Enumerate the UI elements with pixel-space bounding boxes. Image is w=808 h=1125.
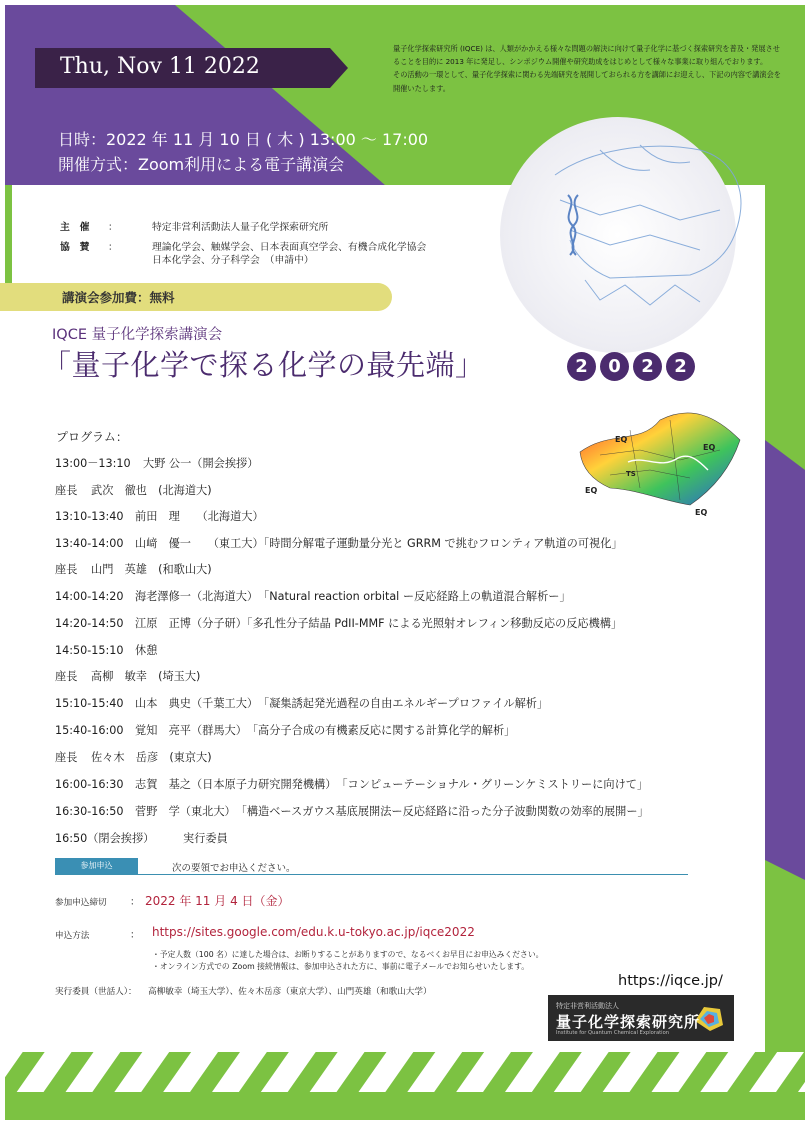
method-colon: ： (130, 930, 140, 941)
hand-circle (500, 117, 736, 353)
eq-label: EQ (585, 486, 598, 495)
apply-tag: 参加申込 (55, 858, 138, 874)
host-label: 主 催 (60, 222, 90, 233)
deadline-label: 参加申込締切 (55, 898, 107, 908)
program-item: 14:50-15:10 休憩 (55, 644, 158, 657)
program-item: 14:00-14:20 海老澤修一（北海道大） 「Natural reaction orbital ー反応経路上の軌道混合解析ー」 (55, 590, 571, 603)
event-when (58, 127, 428, 177)
deadline-value: 2022 年 11 月 4 日（金） (145, 894, 290, 908)
eq-label: EQ (695, 508, 708, 517)
intro-paragraph-1: 量子化学探索研究所 (IQCE) は、人類がかかえる様々な問題の解決に向けて量子化学に基づく探索研究を普及・発展させることを目的に 2013 年に発足し、シンポジウム開催や研究助成をはじめとして様々な事業に取り組んでおります。 (393, 44, 780, 67)
program-item: 13:00－13:10 大野 公一（開会挨拶） (55, 457, 259, 470)
program-item: 座長 山門 英雄 (和歌山大) (55, 563, 212, 576)
year-digit: 2 (666, 352, 695, 381)
method-label: 申込方法 (55, 931, 90, 941)
event-datetime: 日時：2022 年 11 月 10 日 ( 木 ) 13:00 〜 17:00 (58, 130, 429, 149)
eq-label: EQ (703, 443, 716, 452)
committee-label: 実行委員（世話人）： (55, 987, 137, 997)
program-item: 座長 佐々木 岳彦 (東京大) (55, 751, 212, 764)
website-link[interactable]: https://iqce.jp/ (618, 973, 723, 989)
apply-note-2: ・オンライン方式での Zoom 接続情報は、参加申込された方に、事前に電子メールでお知らせいたします。 (152, 961, 530, 971)
program-item: 13:10-13:40 前田 理 （北海道大） (55, 510, 264, 523)
program-item: 座長 武次 徹也 (北海道大) (55, 484, 212, 497)
organizer-table (60, 221, 426, 268)
support-colon: ： (108, 241, 118, 253)
eq-label: EQ (615, 435, 628, 444)
apply-note: 次の要領でお申込ください。 (172, 863, 296, 874)
program-item: 15:10-15:40 山本 典史（千葉工大） 「凝集誘起発光過程の自由エネルギープロファイル解析」 (55, 697, 549, 710)
host-value: 特定非営利活動法人量子化学探索研究所 (152, 222, 329, 233)
bottom-green-line (5, 1092, 805, 1120)
support-label: 協 賛 (60, 241, 90, 253)
intro-text (393, 42, 783, 95)
fee-pill (0, 283, 392, 311)
program-item: 13:40-14:00 山﨑 優一 （東工大）「時間分解電子運動量分光と GRRM で挑むフロンティア軌道の可視化」 (55, 537, 623, 550)
logo-org-name: 量子化学探索研究所 (556, 1013, 701, 1031)
program-item: 14:20-14:50 江原 正博（分子研）「多孔性分子結晶 PdII-MMF による光照射オレフィン移動反応の反応機構」 (55, 617, 623, 630)
event-format: 開催方式：Zoom利用による電子講演会 (58, 155, 345, 174)
program-item: 16:50（閉会挨拶） 実行委員 (55, 832, 228, 845)
year-badges (567, 352, 695, 381)
year-digit: 2 (567, 352, 596, 381)
program-label: プログラム： (56, 430, 128, 444)
program-item: 16:30-16:50 菅野 学（東北大） 「構造ベースガウス基底展開法ー反応経路に沿った分子波動関数の効率的展開ー」 (55, 805, 649, 818)
fee-text: 講演会参加費：無料 (62, 290, 175, 305)
event-subtitle: IQCE 量子化学探索講演会 (52, 327, 223, 343)
ts-label: TS (626, 470, 636, 478)
host-colon: ： (108, 222, 118, 233)
energy-surface-figure (580, 413, 740, 505)
program-item: 15:40-16:00 覚知 亮平（群馬大） 「高分子合成の有機素反応に関する計算化学的解析」 (55, 724, 516, 737)
event-main-title: 「量子化学で探る化学の最先端」 (42, 348, 485, 382)
apply-note-1: ・予定人数（100 名）に達した場合は、お断りすることがありますので、なるべくお早目にお申込みください。 (152, 950, 544, 959)
event-date-banner: Thu, Nov 11 2022 (60, 54, 260, 79)
apply-url-link[interactable]: https://sites.google.com/edu.k.u-tokyo.ac.jp/iqce2022 (152, 925, 475, 939)
program-item: 座長 高柳 敏幸 (埼玉大) (55, 670, 201, 683)
apply-notes (152, 949, 543, 972)
apply-divider (55, 858, 688, 875)
year-digit: 0 (600, 352, 629, 381)
logo-org-english: Institute for Quantum Chemical Exploration (556, 1030, 670, 1036)
program-item: 16:00-16:30 志賀 基之（日本原子力研究開発機構） 「コンピューテーショナル・グリーンケミストリーに向けて」 (55, 778, 649, 791)
support-value-2: 日本化学会、分子科学会 （申請中） (152, 255, 314, 266)
logo-org-type: 特定非営利活動法人 (556, 1002, 619, 1010)
deadline-colon: ： (130, 897, 140, 908)
left-green-strip (5, 185, 12, 285)
intro-paragraph-2: その活動の一環として、量子化学探索に関わる先端研究を展開しておられる方を講師にお迎えし、下記の内容で講演会を開催いたします。 (393, 70, 781, 93)
support-value-1: 理論化学会、触媒学会、日本表面真空学会、有機合成化学協会 (152, 241, 427, 253)
year-digit: 2 (633, 352, 662, 381)
right-purple-wedge (765, 440, 805, 880)
committee-members: 高柳敏幸（埼玉大学）、佐々木岳彦（東京大学）、山門英雄（和歌山大学） (148, 987, 432, 997)
